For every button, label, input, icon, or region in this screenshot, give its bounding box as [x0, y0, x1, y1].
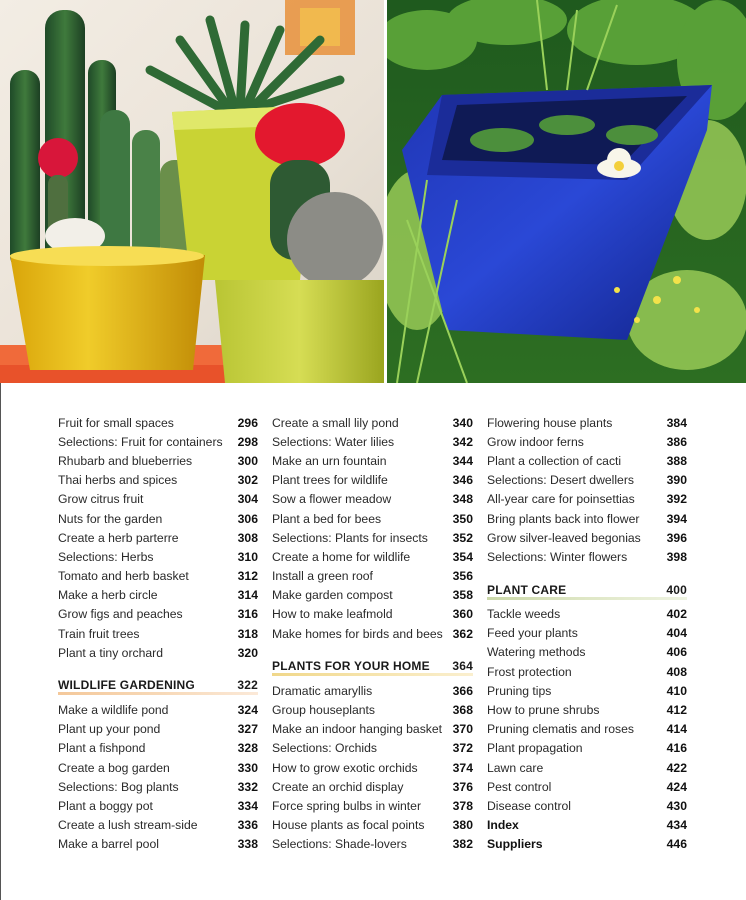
toc-column-1	[58, 413, 258, 854]
toc-entry	[487, 471, 687, 490]
entry-title: Make garden compost	[272, 588, 393, 603]
page-number: 370	[452, 722, 473, 737]
page-number: 408	[666, 664, 687, 679]
entry-title: Grow indoor ferns	[487, 434, 584, 449]
toc-entry	[58, 509, 258, 528]
entry-title: All-year care for poinsettias	[487, 492, 635, 507]
toc-entry	[58, 490, 258, 509]
entry-title: Fruit for small spaces	[58, 415, 174, 430]
toc-entry	[487, 777, 687, 796]
entry-title: Install a green roof	[272, 569, 373, 584]
page-number: 398	[666, 549, 687, 564]
entry-title: Sow a flower meadow	[272, 492, 392, 507]
entry-title: Plant propagation	[487, 741, 583, 756]
toc-entry	[487, 547, 687, 566]
page-number: 382	[452, 837, 473, 852]
section-heading	[487, 578, 687, 598]
entry-title: Tomato and herb basket	[58, 569, 189, 584]
entry-title: Grow citrus fruit	[58, 492, 144, 507]
entry-title: Make a wildlife pond	[58, 703, 169, 718]
page-number: 378	[452, 798, 473, 813]
page-edge	[0, 383, 1, 900]
page-number: 412	[666, 703, 687, 718]
toc-entry	[487, 835, 687, 854]
page-number: 342	[452, 434, 473, 449]
page-number: 394	[666, 511, 687, 526]
entry-title: Train fruit trees	[58, 626, 140, 641]
page-number: 318	[237, 626, 258, 641]
toc-entry	[58, 739, 258, 758]
entry-title: Dramatic amaryllis	[272, 683, 373, 698]
page-number: 332	[237, 779, 258, 794]
entry-title: Plant a collection of cacti	[487, 453, 622, 468]
page-number: 390	[666, 473, 687, 488]
entry-title: Plant a boggy pot	[58, 798, 153, 813]
section-title: PLANT CARE	[487, 582, 567, 597]
page-number: 400	[666, 582, 687, 597]
page-number: 338	[237, 837, 258, 852]
page-number: 414	[666, 722, 687, 737]
entry-title: Pruning tips	[487, 683, 552, 698]
toc-entry	[487, 796, 687, 815]
toc-entry	[272, 547, 473, 566]
entry-title: Create an orchid display	[272, 779, 404, 794]
toc-entry	[272, 528, 473, 547]
page-number: 360	[452, 607, 473, 622]
page-number: 376	[452, 779, 473, 794]
entry-title: Selections: Winter flowers	[487, 549, 628, 564]
page-number: 392	[666, 492, 687, 507]
toc-entry	[272, 796, 473, 815]
entry-title: Selections: Shade-lovers	[272, 837, 407, 852]
toc-entry	[58, 758, 258, 777]
toc-entry	[487, 720, 687, 739]
toc-entry	[272, 681, 473, 700]
toc-entry	[58, 528, 258, 547]
entry-title: Make a herb circle	[58, 588, 158, 603]
toc-entry	[487, 681, 687, 700]
page-number: 372	[452, 741, 473, 756]
page-number: 396	[666, 530, 687, 545]
entry-title: Pruning clematis and roses	[487, 722, 634, 737]
entry-title: Bring plants back into flower	[487, 511, 640, 526]
page-number: 324	[237, 703, 258, 718]
page-number: 322	[237, 678, 258, 693]
entry-title: Plant a tiny orchard	[58, 645, 164, 660]
entry-title: Plant a bed for bees	[272, 511, 382, 526]
entry-title: Tackle weeds	[487, 607, 561, 622]
entry-title: Make a barrel pool	[58, 837, 159, 852]
section-title: WILDLIFE GARDENING	[58, 678, 195, 693]
page-number: 364	[452, 659, 473, 674]
toc-column-3	[487, 413, 687, 854]
toc-entry	[272, 816, 473, 835]
page-number: 346	[452, 473, 473, 488]
toc-entry	[272, 490, 473, 509]
entry-title: Create a herb parterre	[58, 530, 179, 545]
toc-entry	[272, 758, 473, 777]
page-number: 327	[237, 722, 258, 737]
toc-entry	[487, 490, 687, 509]
page-number: 368	[452, 703, 473, 718]
entry-title: Nuts for the garden	[58, 511, 163, 526]
page-number: 320	[237, 645, 258, 660]
photo-strip	[0, 0, 746, 383]
barrel-pool-water-lily-photo	[387, 0, 746, 383]
entry-title: Index	[487, 818, 519, 833]
entry-title: Create a small lily pond	[272, 415, 399, 430]
toc-entry	[272, 567, 473, 586]
toc-entry	[487, 413, 687, 432]
entry-title: Grow silver-leaved begonias	[487, 530, 641, 545]
entry-title: Plant up your pond	[58, 722, 161, 737]
entry-title: Disease control	[487, 798, 571, 813]
page-number: 312	[237, 569, 258, 584]
toc-entry	[272, 700, 473, 719]
toc-column-2	[272, 413, 473, 854]
entry-title: Grow figs and peaches	[58, 607, 183, 622]
entry-title: Plant a fishpond	[58, 741, 146, 756]
page-number: 354	[452, 549, 473, 564]
toc-entry	[487, 643, 687, 662]
toc-entry	[272, 777, 473, 796]
toc-entry	[58, 567, 258, 586]
entry-title: How to prune shrubs	[487, 703, 600, 718]
toc-entry	[58, 547, 258, 566]
entry-title: Pest control	[487, 779, 552, 794]
entry-title: Frost protection	[487, 664, 572, 679]
toc-entry	[58, 796, 258, 815]
page-number: 362	[452, 626, 473, 641]
toc-entry	[272, 605, 473, 624]
toc-entry	[487, 816, 687, 835]
entry-title: How to grow exotic orchids	[272, 760, 418, 775]
page-number: 330	[237, 760, 258, 775]
toc-entry	[272, 586, 473, 605]
entry-title: Suppliers	[487, 837, 543, 852]
page-number: 334	[237, 798, 258, 813]
page-number: 366	[452, 683, 473, 698]
page-number: 344	[452, 453, 473, 468]
toc-entry	[58, 835, 258, 854]
entry-title: Watering methods	[487, 645, 586, 660]
toc-entry	[58, 777, 258, 796]
toc-entry	[58, 605, 258, 624]
toc-entry	[487, 451, 687, 470]
page-number: 356	[452, 569, 473, 584]
toc-entry	[487, 605, 687, 624]
toc-entry	[272, 624, 473, 643]
page-number: 308	[237, 530, 258, 545]
page-number: 434	[666, 818, 687, 833]
page-number: 424	[666, 779, 687, 794]
entry-title: Group houseplants	[272, 703, 375, 718]
toc-entry	[58, 471, 258, 490]
toc-entry	[487, 509, 687, 528]
page-number: 386	[666, 434, 687, 449]
entry-title: Flowering house plants	[487, 415, 613, 430]
entry-title: Force spring bulbs in winter	[272, 798, 422, 813]
page-number: 402	[666, 607, 687, 622]
page-number: 300	[237, 453, 258, 468]
page-number: 404	[666, 626, 687, 641]
toc-entry	[487, 739, 687, 758]
toc-entry	[487, 700, 687, 719]
toc-entry	[58, 586, 258, 605]
entry-title: Thai herbs and spices	[58, 473, 178, 488]
page-number: 384	[666, 415, 687, 430]
section-heading	[58, 673, 258, 693]
toc-entry	[58, 720, 258, 739]
entry-title: Create a bog garden	[58, 760, 170, 775]
entry-title: Lawn care	[487, 760, 544, 775]
toc-entry	[58, 624, 258, 643]
toc-entry	[58, 643, 258, 662]
entry-title: Feed your plants	[487, 626, 578, 641]
page-number: 310	[237, 549, 258, 564]
page-number: 336	[237, 818, 258, 833]
toc-entry	[272, 720, 473, 739]
entry-title: House plants as focal points	[272, 818, 425, 833]
toc-entry	[58, 432, 258, 451]
page-number: 446	[666, 837, 687, 852]
page-number: 430	[666, 798, 687, 813]
page-number: 304	[237, 492, 258, 507]
page-number: 410	[666, 683, 687, 698]
page-number: 388	[666, 453, 687, 468]
toc-entry	[272, 509, 473, 528]
page-number: 350	[452, 511, 473, 526]
page-number: 352	[452, 530, 473, 545]
section-heading	[272, 654, 473, 674]
toc-entry	[272, 432, 473, 451]
page-number: 340	[452, 415, 473, 430]
page-number: 348	[452, 492, 473, 507]
cacti-in-pots-photo	[0, 0, 384, 383]
page-number: 302	[237, 473, 258, 488]
toc-entry	[272, 413, 473, 432]
toc-entry	[272, 835, 473, 854]
entry-title: Make homes for birds and bees	[272, 626, 443, 641]
entry-title: Create a home for wildlife	[272, 549, 411, 564]
toc-entry	[58, 413, 258, 432]
page-number: 316	[237, 607, 258, 622]
page-number: 406	[666, 645, 687, 660]
page-number: 328	[237, 741, 258, 756]
page-number: 358	[452, 588, 473, 603]
entry-title: Make an urn fountain	[272, 453, 387, 468]
entry-title: Selections: Fruit for containers	[58, 434, 223, 449]
page-number: 374	[452, 760, 473, 775]
page-number: 314	[237, 588, 258, 603]
toc-entry	[272, 471, 473, 490]
page-number: 380	[452, 818, 473, 833]
page-number: 296	[237, 415, 258, 430]
toc-entry	[487, 528, 687, 547]
toc-entry	[487, 758, 687, 777]
entry-title: Selections: Herbs	[58, 549, 154, 564]
toc-entry	[487, 624, 687, 643]
page-number: 422	[666, 760, 687, 775]
entry-title: Rhubarb and blueberries	[58, 453, 193, 468]
section-title: PLANTS FOR YOUR HOME	[272, 659, 430, 674]
toc-entry	[272, 451, 473, 470]
entry-title: Make an indoor hanging basket	[272, 722, 443, 737]
toc-entry	[58, 700, 258, 719]
entry-title: How to make leafmold	[272, 607, 393, 622]
entry-title: Selections: Water lilies	[272, 434, 395, 449]
entry-title: Selections: Bog plants	[58, 779, 179, 794]
toc-entry	[58, 451, 258, 470]
entry-title: Selections: Orchids	[272, 741, 377, 756]
entry-title: Selections: Plants for insects	[272, 530, 428, 545]
page-number: 416	[666, 741, 687, 756]
toc-entry	[487, 432, 687, 451]
page-number: 298	[237, 434, 258, 449]
page-number: 306	[237, 511, 258, 526]
toc-entry	[58, 816, 258, 835]
entry-title: Plant trees for wildlife	[272, 473, 388, 488]
entry-title: Create a lush stream-side	[58, 818, 198, 833]
toc-entry	[487, 662, 687, 681]
toc-entry	[272, 739, 473, 758]
entry-title: Selections: Desert dwellers	[487, 473, 634, 488]
